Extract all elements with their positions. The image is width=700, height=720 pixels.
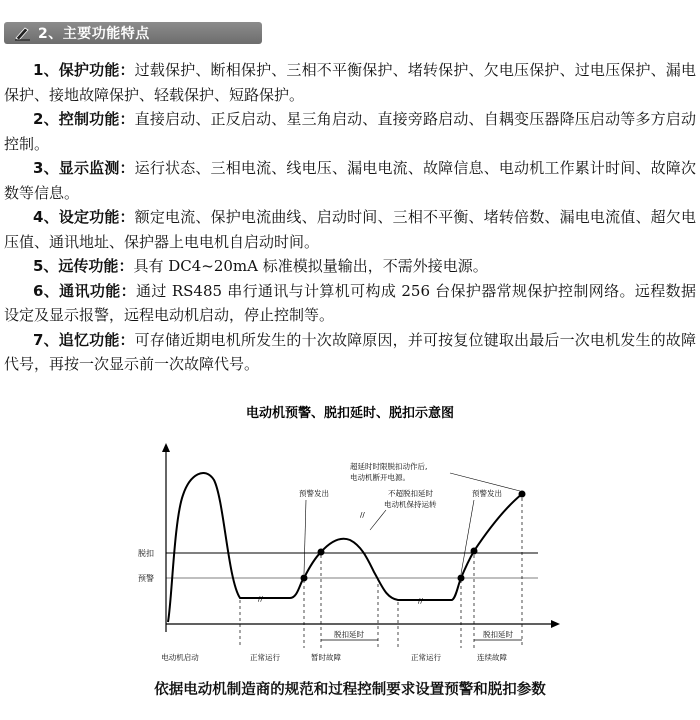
trip-level-label: 脱扣: [138, 549, 154, 558]
phase-label: 暂时故障: [311, 653, 341, 662]
feature-item: [4, 205, 696, 254]
feature-item: [4, 58, 696, 107]
trip-point-2: [471, 548, 478, 555]
annotation-no-trip-1: 不超脱扣延时: [388, 489, 433, 498]
annotation-trip-2: 电动机断开电源。: [350, 473, 410, 482]
phase-label: 正常运行: [411, 653, 441, 662]
feature-label: 5、远传功能：: [33, 257, 134, 275]
trip-diagram: [0, 395, 700, 720]
leader-line: [370, 510, 386, 530]
feature-text: 可存储近期电机所发生的十次故障原因，并可按复位键取出最后一次电机发生的故障代号，再按一次显示前一次故障代号。: [4, 330, 696, 373]
annotation-no-trip-2: 电动机保持运转: [384, 500, 437, 509]
feature-item: [4, 107, 696, 156]
section-title: 2、主要功能特点: [38, 26, 150, 42]
feature-text: 直接启动、正反启动、星三角启动、直接旁路启动、自耦变压器降压启动等多方启动控制。: [4, 110, 696, 153]
warning-level-label: 预警: [138, 574, 154, 583]
section-header-bar: [4, 22, 262, 44]
trip-delay-label-2: 脱扣延时: [483, 630, 513, 639]
pen-writing-icon: [14, 25, 32, 41]
feature-text: 过载保护、断相保护、三相不平衡保护、堵转保护、欠电压保护、过电压保护、漏电保护、接地故障保护、轻载保护、短路保护。: [4, 61, 696, 104]
feature-text: 具有 DC4~20mA 标准模拟量输出，不需外接电源。: [133, 257, 488, 275]
feature-label: 7、追忆功能：: [33, 330, 135, 349]
feature-list: [4, 58, 696, 377]
phase-label: 电动机启动: [161, 653, 199, 662]
trip-delay-label-1: 脱扣延时: [334, 630, 364, 639]
feature-label: 3、显示监测：: [33, 159, 135, 177]
feature-item: [4, 328, 696, 377]
phase-label: 正常运行: [250, 653, 280, 662]
current-curve: [168, 473, 522, 622]
feature-text: 额定电流、保护电流曲线、启动时间、三相不平衡、堵转倍数、漏电电流值、超欠电压值、通讯地址、保护器上电电机自启动时间。: [4, 208, 696, 251]
annotation-warn-issued-2: 预警发出: [472, 489, 502, 498]
x-axis-arrow: [551, 620, 560, 628]
y-axis-arrow: [162, 443, 170, 452]
feature-label: 6、通讯功能：: [33, 281, 136, 300]
feature-label: 2、控制功能：: [33, 110, 135, 128]
break-mark: //: [360, 511, 365, 519]
feature-label: 4、设定功能：: [33, 208, 135, 226]
feature-item: [4, 156, 696, 205]
feature-text: 运行状态、三相电流、线电压、漏电电流、故障信息、电动机工作累计时间、故障次数等信息。: [4, 159, 696, 202]
feature-label: 1、保护功能：: [33, 61, 135, 79]
feature-item: [4, 254, 696, 279]
diagram-caption: 依据电动机制造商的规范和过程控制要求设置预警和脱扣参数: [154, 682, 546, 698]
phase-label: 连续故障: [477, 653, 507, 662]
annotation-trip-1: 超延时时限脱扣动作后,: [350, 462, 428, 471]
feature-text: 通过 RS485 串行通讯与计算机可构成 256 台保护器常规保护控制网络。远程数据设定及显示报警，远程电动机启动，停止控制等。: [4, 281, 696, 324]
break-mark: //: [418, 597, 423, 605]
diagram-title: 电动机预警、脱扣延时、脱扣示意图: [245, 406, 455, 421]
leader-line: [304, 500, 306, 574]
annotation-warn-issued-1: 预警发出: [299, 489, 329, 498]
trip-point-1: [318, 549, 325, 556]
feature-item: [4, 279, 696, 328]
trip-point-3: [519, 491, 526, 498]
break-mark: //: [258, 595, 263, 603]
